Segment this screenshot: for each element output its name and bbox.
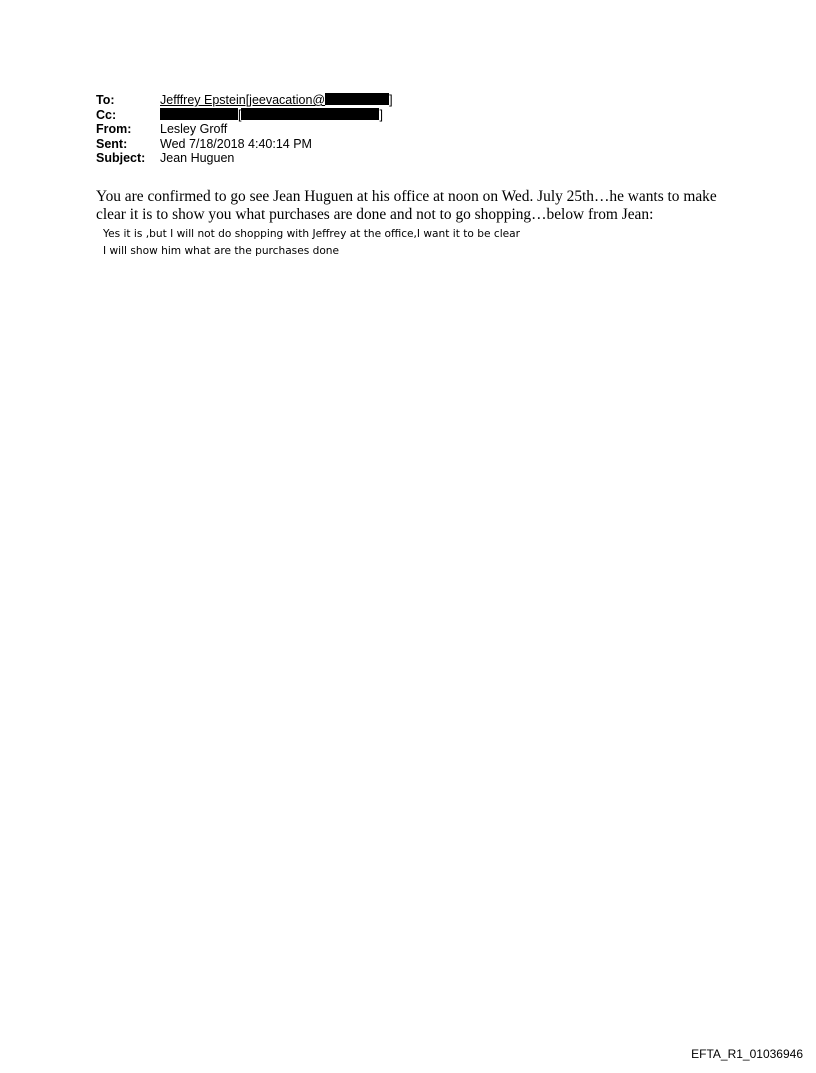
email-header [96, 93, 516, 166]
subject-label: Subject: [96, 151, 146, 165]
to-email-link[interactable]: Jefffrey Epstein[jeevacation@ [160, 93, 326, 107]
quoted-line-2: I will show him what are the purchases done [103, 245, 340, 257]
sent-row [96, 137, 516, 152]
document-id: EFTA_R1_01036946 [691, 1047, 803, 1061]
from-value: Lesley Groff [160, 122, 228, 136]
message-body: You are confirmed to go see Jean Huguen at his office at noon on Wed. July 25th…he wants to make clear it is to show you what purchases are done and not to go shopping…below from Jean: [96, 188, 717, 223]
sent-label: Sent: [96, 136, 128, 151]
redaction-box [241, 108, 379, 120]
to-value [160, 93, 393, 108]
to-row [96, 93, 516, 108]
cc-row [96, 108, 516, 123]
redaction-box [325, 93, 389, 105]
sent-value: Wed 7/18/2018 4:40:14 PM [160, 136, 312, 151]
redaction-box [160, 108, 238, 120]
subject-row [96, 151, 516, 166]
cc-close-bracket: ] [379, 107, 383, 122]
from-row [96, 122, 516, 137]
cc-label: Cc: [96, 107, 117, 122]
from-label: From: [96, 122, 132, 136]
cc-value [160, 108, 383, 123]
to-label: To: [96, 93, 115, 107]
quoted-line-1: Yes it is ,but I will not do shopping with Jeffrey at the office,I want it to be clear [103, 228, 520, 240]
cc-open-bracket: [ [238, 107, 242, 122]
to-close-bracket: ] [389, 93, 393, 107]
subject-value: Jean Huguen [160, 151, 235, 165]
